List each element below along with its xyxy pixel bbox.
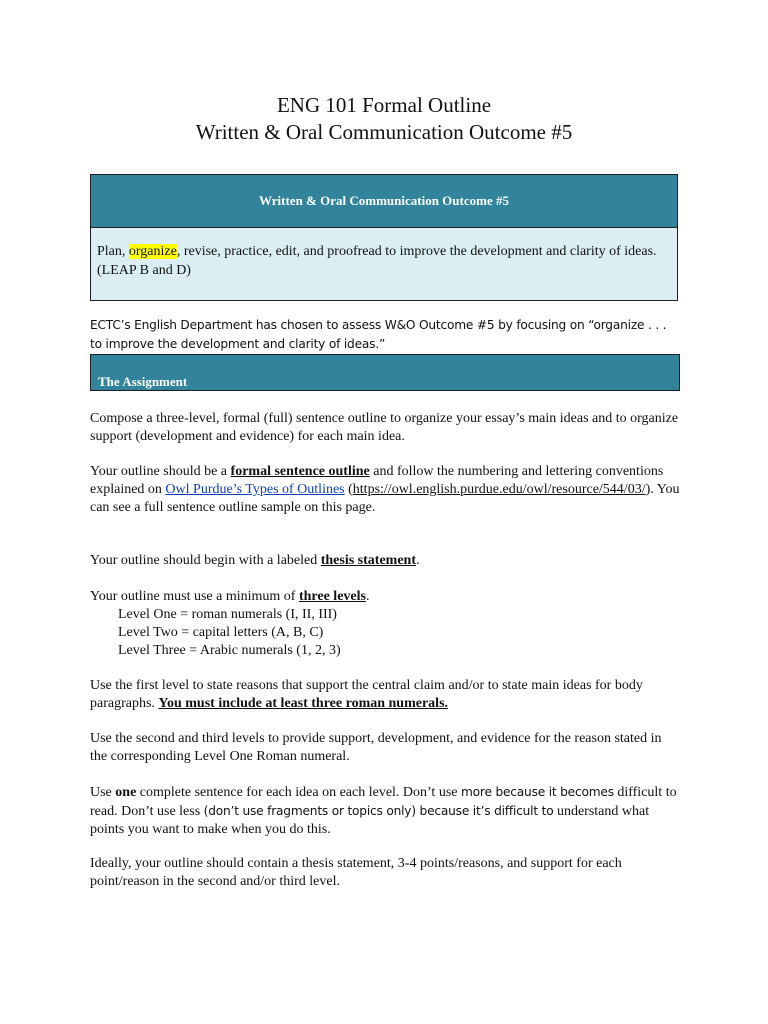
p4-text-pre: Your outline must use a minimum of (90, 589, 299, 604)
p7-text-mid: complete sentence for each idea on each level. Don’t use (136, 785, 461, 800)
p3-text-post: . (416, 553, 420, 568)
p7-text-mid2: difficult to read. Don’t use less (90, 785, 677, 819)
thesis-statement-term: thesis statement (320, 553, 416, 568)
p2-text-post: ). You can see a full sentence outline sample on this page. (90, 482, 680, 515)
title-line-1: ENG 101 Formal Outline (276, 93, 492, 117)
paragraph-formal-outline (90, 463, 680, 517)
three-levels-term: three levels (298, 589, 366, 604)
paragraph-ideally: Ideally, your outline should contain a thesis statement, 3-4 points/reasons, and support for each point/reason in the second and/or third level. (90, 856, 622, 889)
highlighted-word: organize (128, 244, 177, 259)
level-three-item: Level Three = Arabic numerals (1, 2, 3) (118, 643, 341, 658)
p2-paren-open: ( (344, 482, 353, 497)
outcome-box-header: Written & Oral Communication Outcome #5 (90, 174, 678, 228)
paragraph-second-third-levels: Use the second and third levels to provide support, development, and evidence for the reason stated in the corresponding Level One Roman numeral. (90, 731, 662, 764)
paragraph-levels (90, 588, 680, 660)
p2-text-pre: Your outline should be a (90, 464, 231, 479)
p5-text-pre: Use the first level to state reasons that support the central claim and/or to state main ideas for body paragraphs. (90, 678, 643, 711)
p7-sans-2: (don’t use fragments or topics only) because it’s difficult to (203, 804, 554, 818)
ectc-note: ECTC’s English Department has chosen to assess W&O Outcome #5 by focusing on “organize . . . to improve the development and clarity of ideas.” (90, 318, 667, 351)
p3-text-pre: Your outline should begin with a labeled (90, 553, 321, 568)
p7-sans-1: more because it becomes (461, 785, 614, 799)
paragraph-first-level (90, 677, 680, 713)
title-line-2: Written & Oral Communication Outcome #5 (195, 120, 573, 144)
levels-intro (90, 588, 680, 606)
assignment-header: The Assignment (90, 354, 680, 391)
p7-text-pre: Use (90, 785, 116, 800)
outcome-box-body (90, 228, 678, 301)
owl-purdue-url[interactable]: https://owl.english.purdue.edu/owl/resource/544/03/ (352, 482, 646, 497)
owl-purdue-link[interactable]: Owl Purdue’s Types of Outlines (165, 482, 345, 497)
outcome-text-pre: Plan, (97, 244, 129, 259)
paragraph-compose: Compose a three-level, formal (full) sentence outline to organize your essay’s main ideas and to organize support (development and evidence) for each main idea. (90, 411, 679, 444)
paragraph-thesis (90, 552, 680, 570)
p7-text-post: understand what points you want to make when you do this. (90, 804, 650, 837)
page-title (0, 92, 768, 146)
outcome-text-post: , revise, practice, edit, and proofread to improve the development and clarity of ideas. (LEAP B and D) (97, 244, 657, 278)
level-one-item: Level One = roman numerals (I, II, III) (118, 607, 337, 622)
p4-text-post: . (365, 589, 370, 604)
paragraph-one-sentence (90, 783, 680, 839)
one-term: one (115, 785, 137, 800)
formal-sentence-outline-term: formal sentence outline (230, 464, 370, 479)
p2-text-mid: and follow the numbering and lettering conventions explained on (90, 464, 664, 497)
three-roman-numerals-requirement: You must include at least three roman numerals. (158, 696, 449, 711)
level-two-item: Level Two = capital letters (A, B, C) (118, 625, 324, 640)
